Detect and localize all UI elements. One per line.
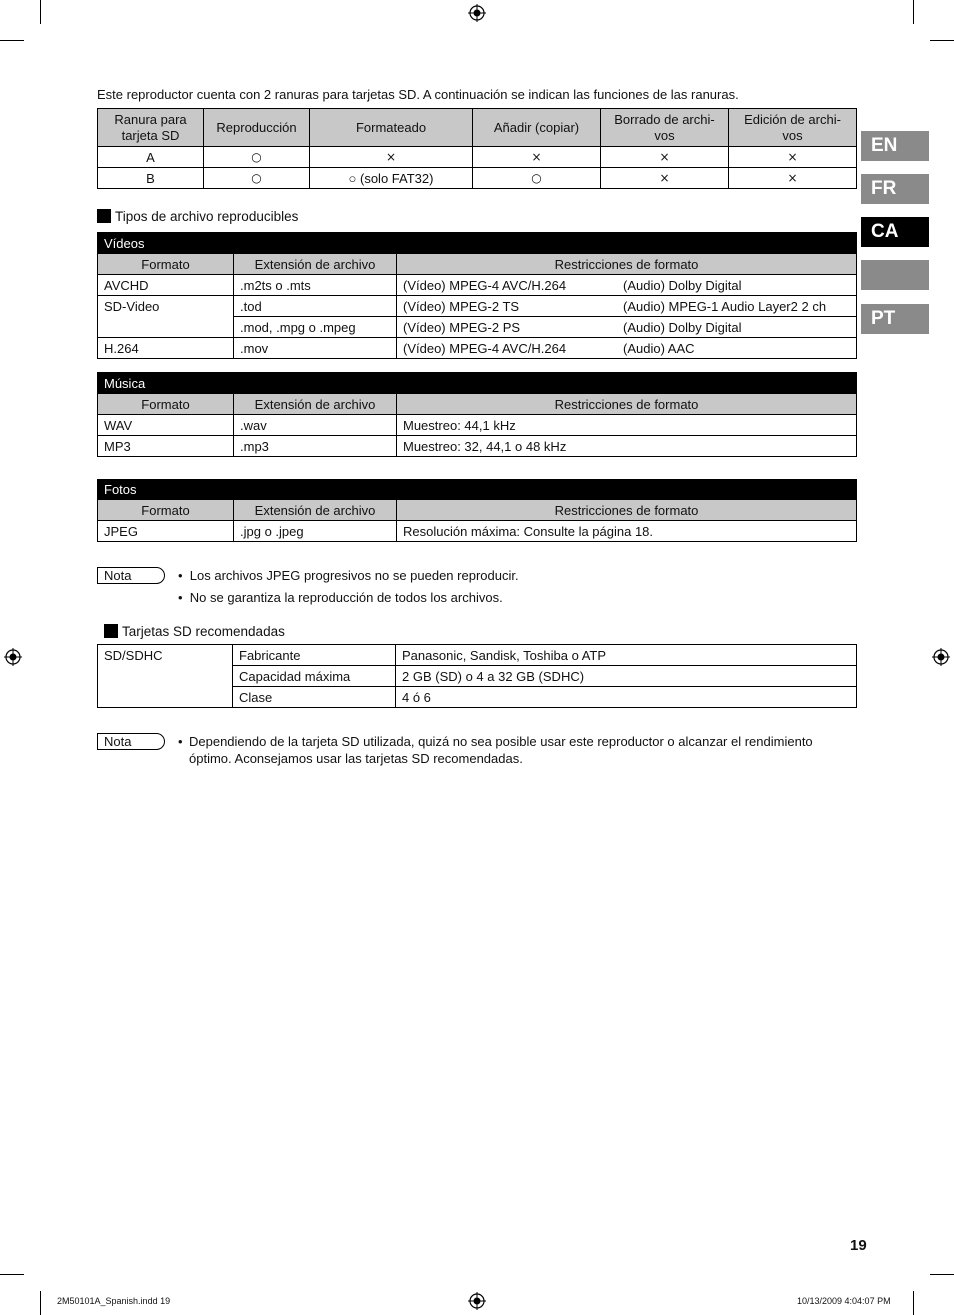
table-cell: Clase — [233, 687, 396, 708]
table-header: Extensión de archivo — [234, 254, 397, 275]
table-cell: (Vídeo) MPEG-4 AVC/H.264 — [397, 338, 618, 359]
table-cell: .jpg o .jpeg — [234, 521, 397, 542]
table-cell: .mod, .mpg o .mpeg — [234, 317, 397, 338]
music-table — [97, 372, 857, 457]
note-bullet-text: No se garantiza la reproducción de todos los archivos. — [189, 590, 503, 605]
table-cell: .tod — [234, 296, 397, 317]
table-header: Formato — [98, 394, 234, 415]
table-cell: × — [473, 147, 601, 168]
table-row — [98, 275, 857, 296]
table-cell: × — [601, 147, 729, 168]
table-row — [98, 168, 857, 189]
square-bullet-icon — [104, 624, 118, 638]
note-bullet-text: Los archivos JPEG progresivos no se pueden reproducir. — [189, 568, 519, 583]
table-row — [98, 645, 857, 666]
table-cell: ○ — [473, 168, 601, 189]
table-row — [98, 436, 857, 457]
table-cell: × — [310, 147, 473, 168]
table-cell: ○ (solo FAT32) — [310, 168, 473, 189]
table-cell: B — [98, 168, 204, 189]
table-cell: (Audio) Dolby Digital — [617, 317, 857, 338]
table-cell: A — [98, 147, 204, 168]
note-label: Nota — [97, 733, 165, 750]
table-cell: .m2ts o .mts — [234, 275, 397, 296]
crop-mark — [930, 40, 954, 41]
table-cell: × — [729, 168, 857, 189]
table-cell: Resolución máxima: Consulte la página 18. — [397, 521, 857, 542]
table-cell: Muestreo: 32, 44,1 o 48 kHz — [397, 436, 857, 457]
note-bullet: • Los archivos JPEG progresivos no se pueden reproducir. — [178, 568, 519, 583]
registration-mark-icon — [468, 4, 486, 22]
lang-tab-pt[interactable]: PT — [861, 304, 929, 334]
crop-mark — [913, 1291, 914, 1315]
table-cell: (Audio) MPEG-1 Audio Layer2 2 ch — [617, 296, 857, 317]
note-bullet: • No se garantiza la reproducción de todos los archivos. — [178, 590, 503, 605]
table-header: Formateado — [310, 109, 473, 147]
table-cell: Fabricante — [233, 645, 396, 666]
table-row — [98, 147, 857, 168]
note-bullet — [178, 733, 838, 767]
table-title: Música — [98, 373, 857, 394]
table-cell: (Audio) Dolby Digital — [617, 275, 857, 296]
table-row — [98, 415, 857, 436]
slots-table — [97, 108, 857, 189]
table-header: Borrado de archi-vos — [601, 109, 729, 147]
page-number: 19 — [850, 1237, 867, 1254]
lang-tab-fr[interactable]: FR — [861, 174, 929, 204]
table-cell: 4 ó 6 — [396, 687, 857, 708]
table-cell: 2 GB (SD) o 4 a 32 GB (SDHC) — [396, 666, 857, 687]
table-cell: WAV — [98, 415, 234, 436]
crop-mark — [930, 1274, 954, 1275]
lang-tab-en[interactable]: EN — [861, 131, 929, 161]
footer-date: 10/13/2009 4:04:07 PM — [797, 1296, 891, 1306]
table-cell: JPEG — [98, 521, 234, 542]
note-bullet-text: Dependiendo de la tarjeta SD utilizada, quizá no sea posible usar este reproductor o alcanzar el rendimiento óptimo. Aconsejamos usar las tarjetas SD recomendadas. — [189, 734, 813, 766]
table-cell: AVCHD — [98, 275, 234, 296]
lang-tab-ca[interactable]: CA — [861, 217, 929, 247]
footer-file: 2M50101A_Spanish.indd 19 — [57, 1296, 171, 1306]
crop-mark — [0, 1274, 24, 1275]
table-cell: MP3 — [98, 436, 234, 457]
square-bullet-icon — [97, 209, 111, 223]
note-label: Nota — [97, 567, 165, 584]
table-cell: (Vídeo) MPEG-2 PS — [397, 317, 618, 338]
table-header: Formato — [98, 254, 234, 275]
table-cell: (Audio) AAC — [617, 338, 857, 359]
crop-mark — [913, 0, 914, 24]
table-header: Ranura para tarjeta SD — [98, 109, 204, 147]
table-header: Edición de archi-vos — [729, 109, 857, 147]
registration-mark-icon — [932, 648, 950, 666]
table-cell: SD/SDHC — [98, 645, 233, 708]
table-cell: Panasonic, Sandisk, Toshiba o ATP — [396, 645, 857, 666]
table-cell: × — [729, 147, 857, 168]
registration-mark-icon — [4, 648, 22, 666]
lang-tab-blank[interactable] — [861, 260, 929, 290]
crop-mark — [40, 0, 41, 24]
table-cell: (Vídeo) MPEG-2 TS — [397, 296, 618, 317]
table-title: Vídeos — [98, 233, 857, 254]
videos-table — [97, 232, 857, 359]
table-cell: Capacidad máxima — [233, 666, 396, 687]
intro-text: Este reproductor cuenta con 2 ranuras para tarjetas SD. A continuación se indican las funciones de las ranuras. — [97, 87, 739, 102]
table-header: Extensión de archivo — [234, 394, 397, 415]
table-row — [98, 521, 857, 542]
table-cell: ○ — [204, 147, 310, 168]
crop-mark — [40, 1291, 41, 1315]
table-cell: (Vídeo) MPEG-4 AVC/H.264 — [397, 275, 618, 296]
table-cell: × — [601, 168, 729, 189]
sd-table — [97, 644, 857, 708]
table-cell: H.264 — [98, 338, 234, 359]
table-header: Restricciones de formato — [397, 394, 857, 415]
table-cell: Muestreo: 44,1 kHz — [397, 415, 857, 436]
bullet-icon: • — [178, 734, 183, 749]
table-cell: ○ — [204, 168, 310, 189]
heading-label: Tarjetas SD recomendadas — [122, 624, 285, 639]
table-cell: .mov — [234, 338, 397, 359]
table-header: Restricciones de formato — [397, 254, 857, 275]
sd-heading — [104, 624, 285, 639]
table-row — [98, 338, 857, 359]
table-header: Extensión de archivo — [234, 500, 397, 521]
table-header: Formato — [98, 500, 234, 521]
registration-mark-icon — [468, 1292, 486, 1310]
table-cell: .wav — [234, 415, 397, 436]
table-title: Fotos — [98, 480, 857, 500]
photos-table — [97, 479, 857, 542]
table-row — [98, 296, 857, 317]
table-header: Añadir (copiar) — [473, 109, 601, 147]
table-header: Reproducción — [204, 109, 310, 147]
table-cell: .mp3 — [234, 436, 397, 457]
table-header: Restricciones de formato — [397, 500, 857, 521]
file-types-heading — [97, 209, 298, 224]
heading-label: Tipos de archivo reproducibles — [115, 209, 299, 224]
crop-mark — [0, 40, 24, 41]
table-cell: SD-Video — [98, 296, 234, 338]
